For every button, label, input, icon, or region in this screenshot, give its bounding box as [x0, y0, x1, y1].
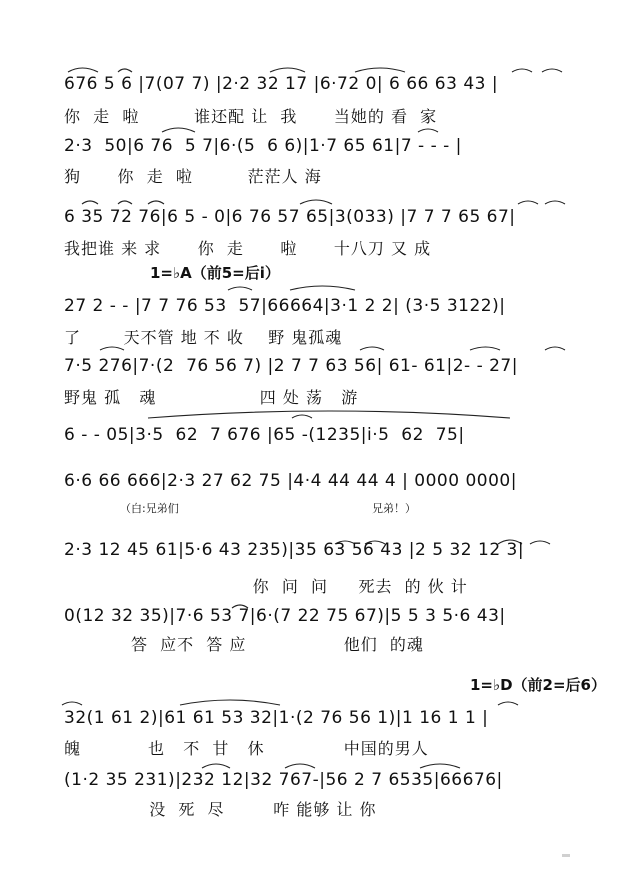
notes-line-4: 27 2 - - |7 7 76 53 57|66664|3·1 2 2| (3·5 3122)|	[64, 296, 506, 316]
key-change-2: 1=♭D（前2=后6）	[470, 676, 606, 694]
lyrics-line-1: 你 走 啦 谁还配 让 我 当她的 看 家	[64, 107, 438, 126]
notes-line-6: 6 - - 05|3·5 62 7 676 |65 -(1235|i·5 62 75|	[64, 425, 465, 445]
lyrics-line-11: 没 死 尽 咋 能够 让 你	[64, 800, 377, 819]
lyrics-line-4: 了 天不管 地 不 收 野 鬼孤魂	[64, 328, 343, 347]
notes-line-11: (1·2 35 231)|232 12|32 767-|56 2 7 6535|66676|	[64, 770, 503, 790]
key-change-1: 1=♭A（前5=后i）	[150, 264, 280, 282]
lyrics-line-5: 野鬼 孤 魂 四 处 荡 游	[64, 388, 359, 407]
notes-line-5: 7·5 276|7·(2 76 56 7) |2 7 7 63 56| 61- 61|2- - 27|	[64, 356, 518, 376]
corner-mark	[562, 854, 570, 857]
lyrics-line-8: 你 问 问 死去 的 伙 计	[64, 577, 468, 596]
notes-line-8: 2·3 12 45 61|5·6 43 235)|35 63 56 43 |2 5 32 12 3|	[64, 540, 525, 560]
lyrics-line-2: 狗 你 走 啦 茫茫人 海	[64, 167, 322, 186]
notes-line-3: 6 35 72 76|6 5 - 0|6 76 57 65|3(033) |7 7 7 65 67|	[64, 207, 516, 227]
notes-line-7: 6·6 66 666|2·3 27 62 75 |4·4 44 44 4 | 0000 0000|	[64, 471, 517, 491]
notes-line-1: 676 5 6 |7(07 7) |2·2 32 17 |6·72 0| 6 66 63 43 |	[64, 74, 499, 94]
notes-line-9: 0(12 32 35)|7·6 53 7|6·(7 22 75 67)|5 5 3 5·6 43|	[64, 606, 506, 626]
lyrics-line-3: 我把谁 来 求 你 走 啦 十八刀 又 成	[64, 239, 432, 258]
lyrics-line-10: 魄 也 不 甘 休 中国的男人	[64, 739, 429, 758]
notes-line-2: 2·3 50|6 76 5 7|6·(5 6 6)|1·7 65 61|7 - - - |	[64, 136, 462, 156]
notes-line-10: 32(1 61 2)|61 61 53 32|1·(2 76 56 1)|1 16 1 1 |	[64, 708, 489, 728]
spoken-left: （白:兄弟们	[120, 502, 179, 515]
spoken-right: 兄弟！）	[372, 502, 416, 515]
lyrics-line-9: 答 应不 答 应 他们 的魂	[64, 635, 424, 654]
